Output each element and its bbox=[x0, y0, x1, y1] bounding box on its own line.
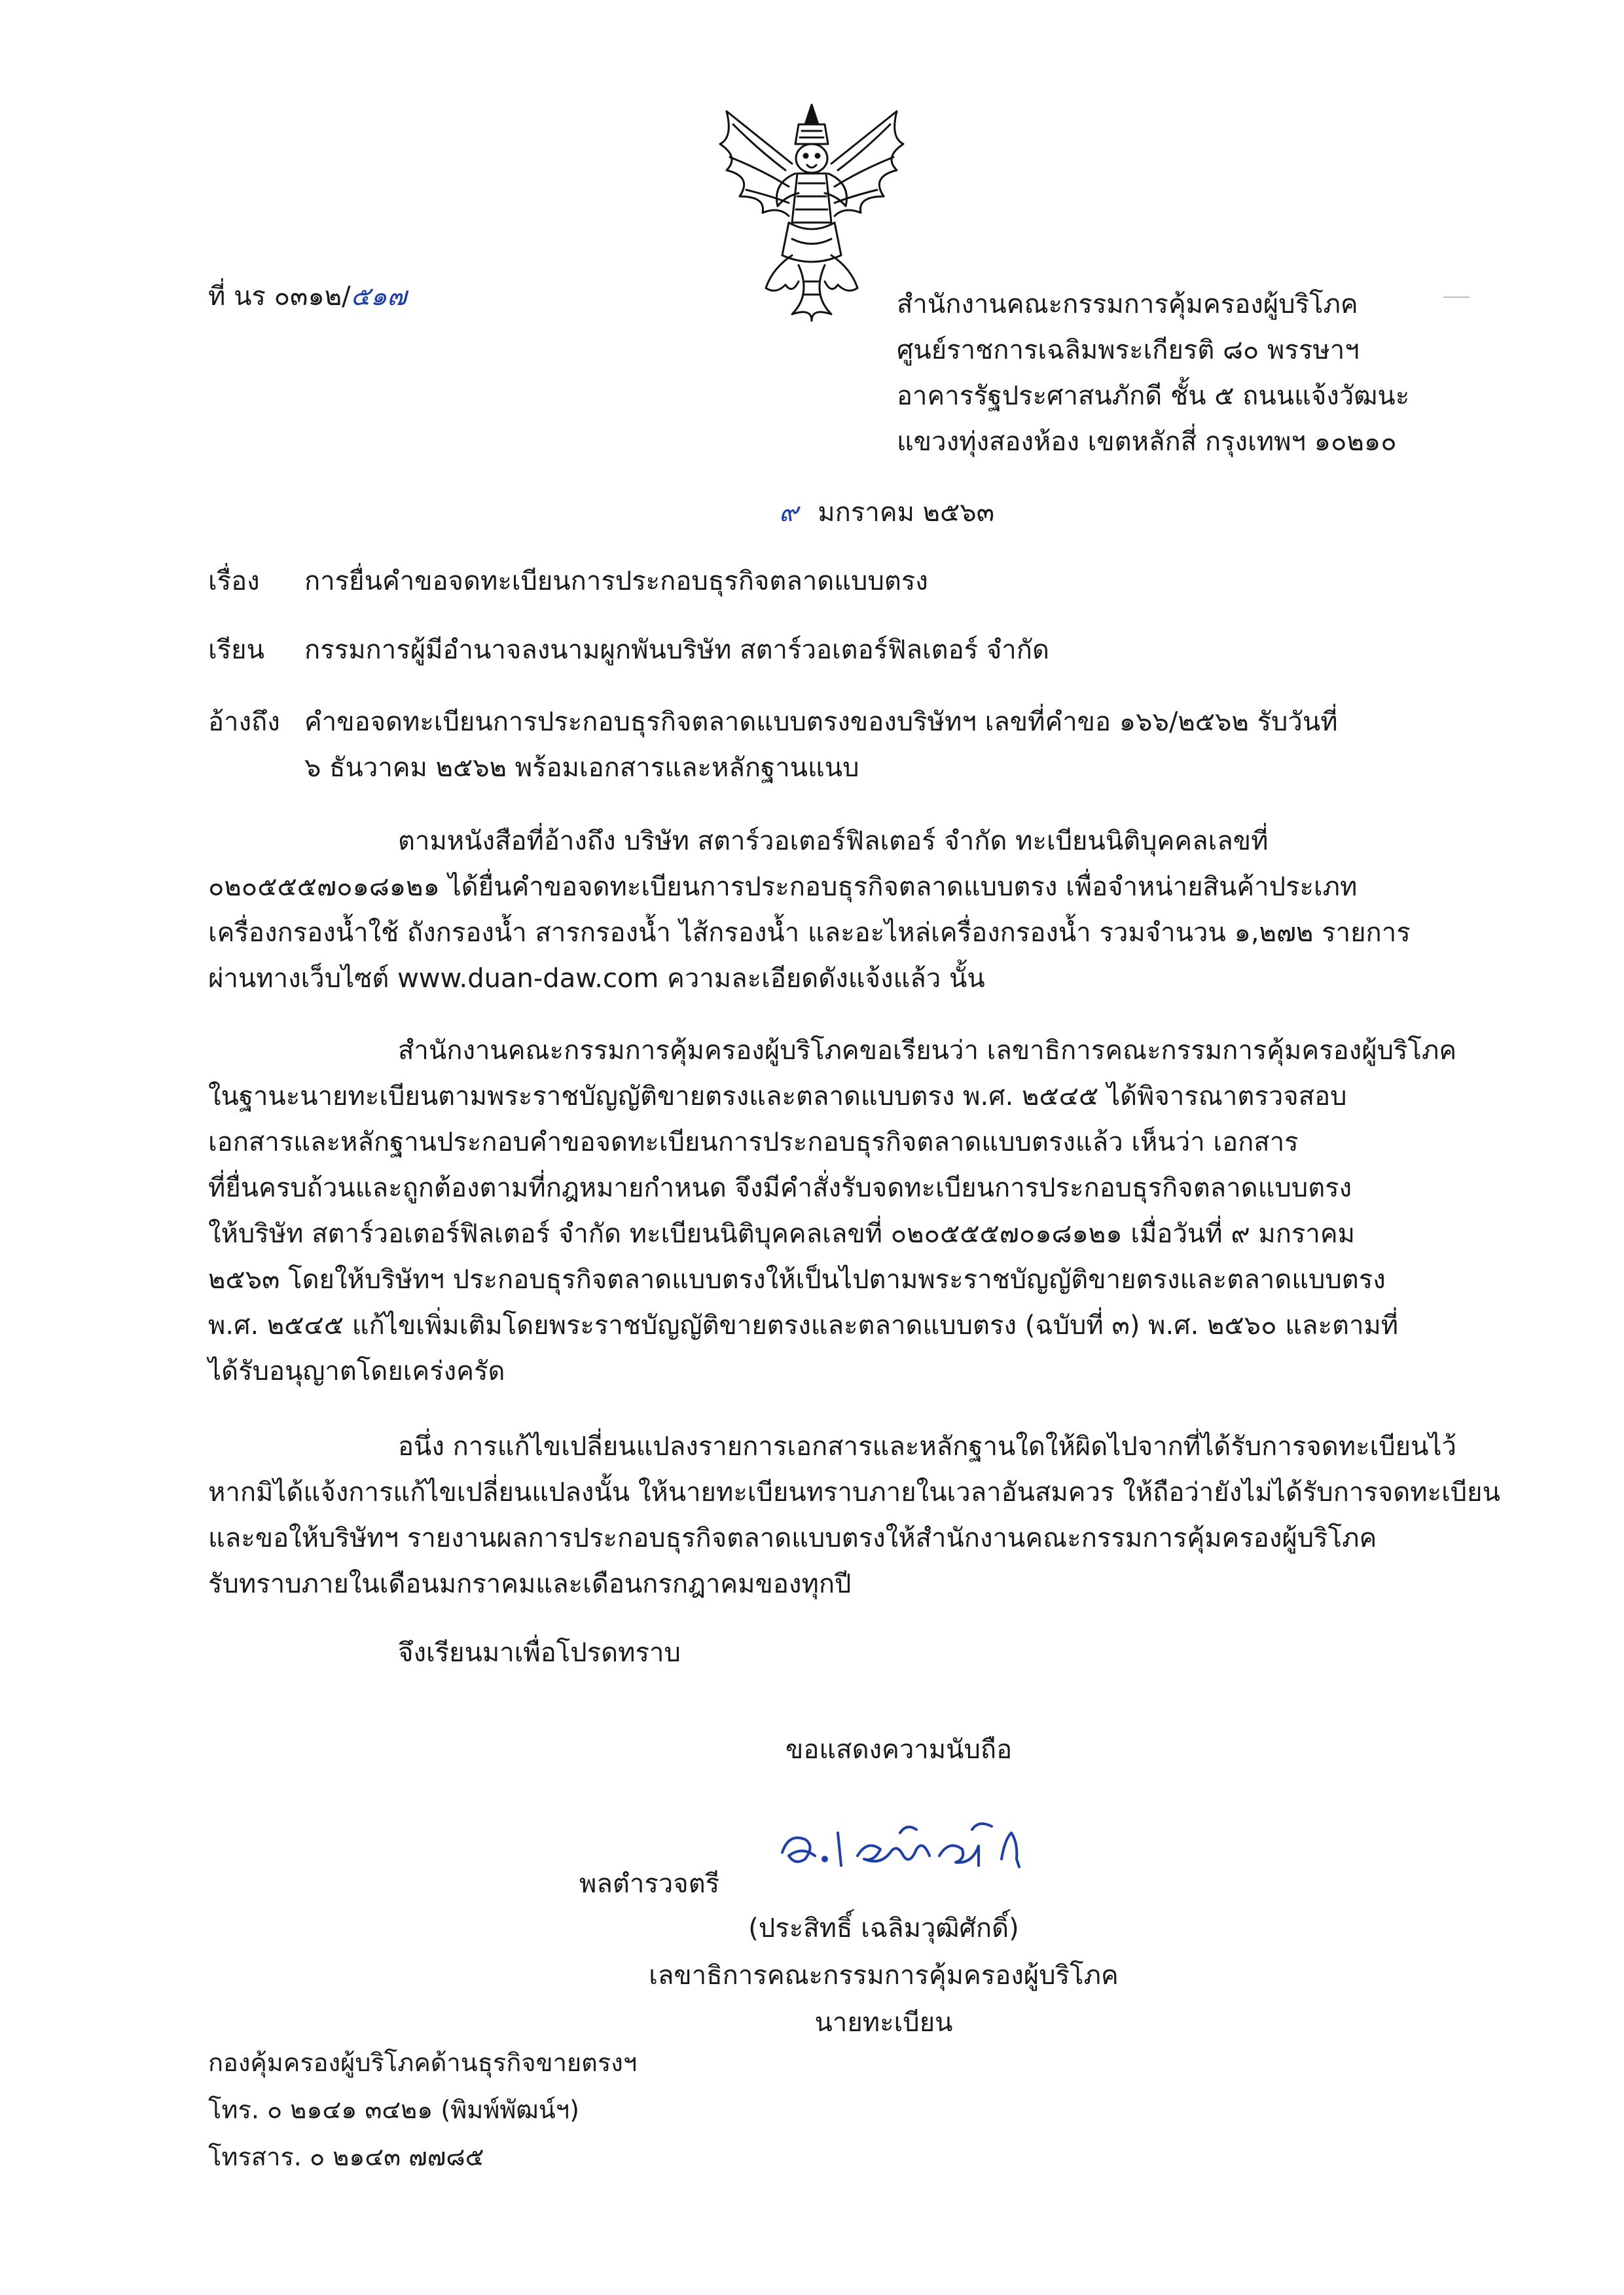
closing-salutation: ขอแสดงความนับถือ bbox=[785, 1735, 1013, 1765]
paragraph-2-line: ในฐานะนายทะเบียนตามพระราชบัญญัติขายตรงและตลาดแบบตรง พ.ศ. ๒๕๔๕ ได้พิจารณาตรวจสอบ bbox=[208, 1081, 1347, 1111]
paragraph-1-line: ๐๒๐๕๕๕๗๐๑๘๑๒๑ ได้ยื่นคำขอจดทะเบียนการประกอบธุรกิจตลาดแบบตรง เพื่อจำหน่ายสินค้าประเภท bbox=[208, 872, 1358, 902]
paragraph-2 bbox=[208, 1028, 1457, 1394]
address-line-4: แขวงทุ่งสองห้อง เขตหลักสี่ กรุงเทพฯ ๑๐๒๑๐ bbox=[897, 427, 1397, 457]
footer-division: กองคุ้มครองผู้บริโภคด้านธุรกิจขายตรงฯ bbox=[208, 2048, 638, 2077]
paragraph-3 bbox=[208, 1424, 1500, 1607]
paragraph-2-line: สำนักงานคณะกรรมการคุ้มครองผู้บริโภคขอเรียนว่า เลขาธิการคณะกรรมการคุ้มครองผู้บริโภค bbox=[398, 1036, 1457, 1066]
document-number bbox=[208, 275, 406, 317]
garuda-emblem-icon bbox=[700, 98, 923, 324]
recipient-label: เรียน bbox=[208, 635, 264, 665]
paragraph-3-line: หากมิได้แจ้งการแก้ไขเปลี่ยนแปลงนั้น ให้นายทะเบียนทราบภายในเวลาอันสมควร ให้ถือว่ายังไม่ได้รับการจดทะเบียน bbox=[208, 1477, 1500, 1508]
paragraph-2-line: ได้รับอนุญาตโดยเคร่งครัด bbox=[208, 1356, 505, 1386]
signer-block bbox=[589, 1905, 1178, 2046]
footer-phone: โทร. ๐ ๒๑๔๑ ๓๔๒๑ (พิมพ์พัฒน์ฯ) bbox=[208, 2095, 579, 2124]
paragraph-1-line: ผ่านทางเว็บไซต์ www.duan-daw.com ความละเอียดดังแจ้งแล้ว นั้น bbox=[208, 964, 985, 994]
handwritten-signature bbox=[776, 1794, 1077, 1892]
paragraph-1-line: ตามหนังสือที่อ้างถึง บริษัท สตาร์วอเตอร์ฟิลเตอร์ จำกัด ทะเบียนนิติบุคคลเลขที่ bbox=[398, 826, 1269, 856]
paragraph-3-line: และขอให้บริษัทฯ รายงานผลการประกอบธุรกิจตลาดแบบตรงให้สำนักงานคณะกรรมการคุ้มครองผู้บริโภค bbox=[208, 1523, 1377, 1553]
reference-line-1: คำขอจดทะเบียนการประกอบธุรกิจตลาดแบบตรงของบริษัทฯ เลขที่คำขอ ๑๖๖/๒๕๖๒ รับวันที่ bbox=[304, 707, 1338, 737]
contact-footer bbox=[208, 2039, 637, 2180]
document-number-handwritten: ๕๑๗ bbox=[350, 281, 407, 312]
address-line-2: ศูนย์ราชการเฉลิมพระเกียรติ ๘๐ พรรษาฯ bbox=[897, 335, 1360, 365]
closing-request: จึงเรียนมาเพื่อโปรดทราบ bbox=[398, 1638, 681, 1668]
signer-name: (ประสิทธิ์ เฉลิมวุฒิศักดิ์) bbox=[748, 1913, 1019, 1943]
subject-text: การยื่นคำขอจดทะเบียนการประกอบธุรกิจตลาดแบบตรง bbox=[304, 566, 928, 596]
signer-title: เลขาธิการคณะกรรมการคุ้มครองผู้บริโภค bbox=[649, 1961, 1119, 1991]
letter-date bbox=[779, 491, 994, 533]
paragraph-2-line: เอกสารและหลักฐานประกอบคำขอจดทะเบียนการประกอบธุรกิจตลาดแบบตรงแล้ว เห็นว่า เอกสาร bbox=[208, 1127, 1299, 1157]
date-day-handwritten: ๙ bbox=[779, 497, 799, 528]
margin-mark bbox=[1443, 297, 1470, 298]
signer-role: นายทะเบียน bbox=[814, 2008, 953, 2038]
paragraph-4 bbox=[208, 1630, 1437, 1676]
date-month-year: มกราคม ๒๕๖๓ bbox=[818, 497, 995, 528]
paragraph-3-line: อนึ่ง การแก้ไขเปลี่ยนแปลงรายการเอกสารและหลักฐานใดให้ผิดไปจากที่ได้รับการจดทะเบียนไว้ bbox=[398, 1432, 1457, 1462]
paragraph-1 bbox=[208, 818, 1437, 1002]
paragraph-3-line: รับทราบภายในเดือนมกราคมและเดือนกรกฎาคมของทุกปี bbox=[208, 1569, 852, 1599]
document-number-prefix: ที่ นร ๐๓๑๒/ bbox=[208, 281, 351, 312]
paragraph-2-line: ที่ยื่นครบถ้วนและถูกต้องตามที่กฎหมายกำหนด จึงมีคำสั่งรับจดทะเบียนการประกอบธุรกิจตลาดแบบตรง bbox=[208, 1173, 1352, 1203]
recipient-text: กรรมการผู้มีอำนาจลงนามผูกพันบริษัท สตาร์วอเตอร์ฟิลเตอร์ จำกัด bbox=[304, 635, 1049, 665]
address-line-3: อาคารรัฐประศาสนภักดี ชั้น ๕ ถนนแจ้งวัฒนะ bbox=[897, 381, 1410, 411]
agency-address bbox=[897, 281, 1409, 465]
address-line-1: สำนักงานคณะกรรมการคุ้มครองผู้บริโภค bbox=[897, 289, 1358, 319]
footer-fax: โทรสาร. ๐ ๒๑๔๓ ๗๗๘๕ bbox=[208, 2142, 484, 2171]
reference-label: อ้างถึง bbox=[208, 707, 280, 737]
reference-line-2: ๖ ธันวาคม ๒๕๖๒ พร้อมเอกสารและหลักฐานแนบ bbox=[304, 753, 859, 783]
signer-rank: พลตำรวจตรี bbox=[579, 1869, 720, 1899]
paragraph-2-line: ให้บริษัท สตาร์วอเตอร์ฟิลเตอร์ จำกัด ทะเบียนนิติบุคคลเลขที่ ๐๒๐๕๕๕๗๐๑๘๑๒๑ เมื่อวันที่ ๙ มกราคม bbox=[208, 1219, 1355, 1249]
subject-label: เรื่อง bbox=[208, 566, 260, 596]
paragraph-2-line: พ.ศ. ๒๕๔๕ แก้ไขเพิ่มเติมโดยพระราชบัญญัติขายตรงและตลาดแบบตรง (ฉบับที่ ๓) พ.ศ. ๒๕๖๐ และตามที่ bbox=[208, 1310, 1399, 1341]
paragraph-1-line: เครื่องกรองน้ำใช้ ถังกรองน้ำ สารกรองน้ำ ไส้กรองน้ำ และอะไหล่เครื่องกรองน้ำ รวมจำนวน ๑,๒๗๒ รายการ bbox=[208, 918, 1411, 948]
paragraph-2-line: ๒๕๖๓ โดยให้บริษัทฯ ประกอบธุรกิจตลาดแบบตรงให้เป็นไปตามพระราชบัญญัติขายตรงและตลาดแบบตรง bbox=[208, 1265, 1386, 1295]
